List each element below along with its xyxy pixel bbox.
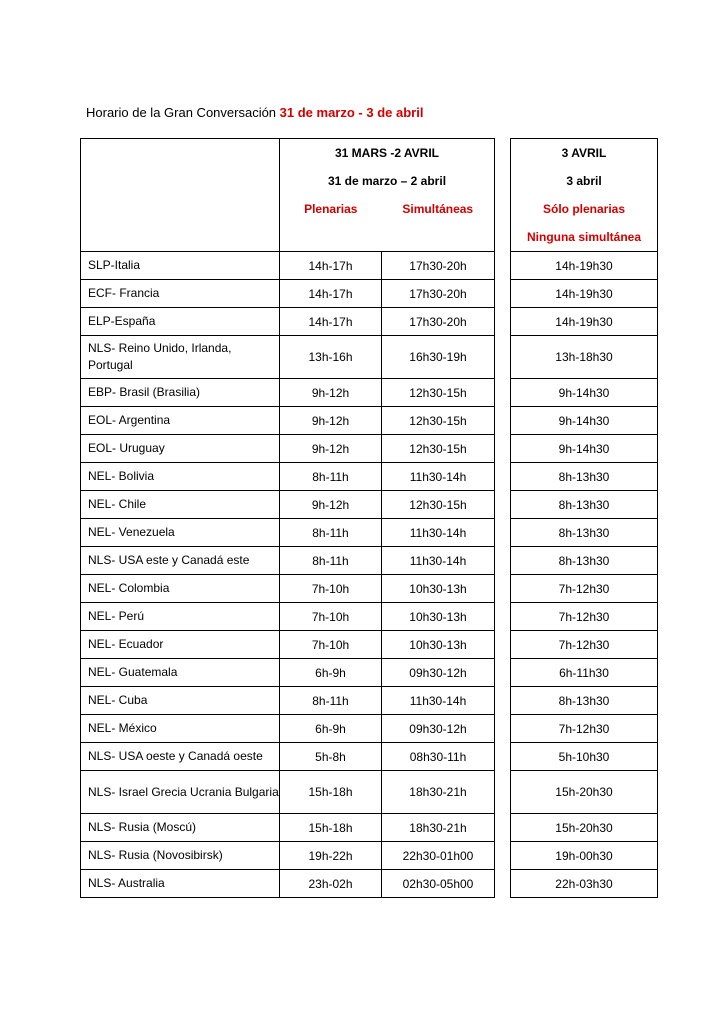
- plenarias-cell: 15h-18h: [280, 814, 382, 842]
- plenarias-cell: 5h-8h: [280, 743, 382, 771]
- spacer-cell: [495, 631, 511, 659]
- table-row: [81, 491, 658, 519]
- table-row: [81, 814, 658, 842]
- period2-es: 3 abril: [566, 174, 602, 188]
- solo-plenarias-cell: 14h-19h30: [511, 308, 658, 336]
- spacer-cell: [495, 463, 511, 491]
- table-row: [81, 308, 658, 336]
- country-cell: ELP-España: [81, 308, 280, 336]
- simultaneas-cell: 12h30-15h: [382, 379, 495, 407]
- header-period1: [280, 139, 495, 252]
- solo-plenarias-cell: 8h-13h30: [511, 519, 658, 547]
- table-row: [81, 519, 658, 547]
- header-row: [81, 139, 658, 252]
- plenarias-cell: 19h-22h: [280, 842, 382, 870]
- country-cell: NLS- Reino Unido, Irlanda, Portugal: [81, 336, 280, 379]
- plenarias-cell: 9h-12h: [280, 491, 382, 519]
- col-ninguna-simultanea: Ninguna simultánea: [526, 230, 642, 244]
- spacer-cell: [495, 252, 511, 280]
- country-cell: NEL- México: [81, 715, 280, 743]
- table-row: [81, 715, 658, 743]
- spacer-cell: [495, 308, 511, 336]
- solo-plenarias-cell: 7h-12h30: [511, 631, 658, 659]
- plenarias-cell: 23h-02h: [280, 870, 382, 898]
- solo-plenarias-cell: 7h-12h30: [511, 575, 658, 603]
- country-cell: ECF- Francia: [81, 280, 280, 308]
- simultaneas-cell: 10h30-13h: [382, 575, 495, 603]
- country-cell: NEL- Colombia: [81, 575, 280, 603]
- table-row: [81, 687, 658, 715]
- plenarias-cell: 13h-16h: [280, 336, 382, 379]
- simultaneas-cell: 09h30-12h: [382, 715, 495, 743]
- solo-plenarias-cell: 9h-14h30: [511, 435, 658, 463]
- table-row: [81, 603, 658, 631]
- country-cell: NLS- Israel Grecia Ucrania Bulgaria: [81, 771, 280, 814]
- plenarias-cell: 14h-17h: [280, 308, 382, 336]
- solo-plenarias-cell: 13h-18h30: [511, 336, 658, 379]
- spacer-cell: [495, 336, 511, 379]
- solo-plenarias-cell: 8h-13h30: [511, 547, 658, 575]
- table-row: [81, 743, 658, 771]
- col-plenarias: Plenarias: [304, 202, 358, 216]
- period1-fr: 31 MARS -2 AVRIL: [334, 146, 439, 160]
- table-row: [81, 336, 658, 379]
- solo-plenarias-cell: 8h-13h30: [511, 491, 658, 519]
- country-cell: NEL- Perú: [81, 603, 280, 631]
- spacer-cell: [495, 743, 511, 771]
- plenarias-cell: 9h-12h: [280, 379, 382, 407]
- spacer-cell: [495, 435, 511, 463]
- spacer-cell: [495, 575, 511, 603]
- solo-plenarias-cell: 9h-14h30: [511, 379, 658, 407]
- plenarias-cell: 9h-12h: [280, 435, 382, 463]
- solo-plenarias-cell: 8h-13h30: [511, 463, 658, 491]
- spacer-cell: [495, 603, 511, 631]
- plenarias-cell: 14h-17h: [280, 252, 382, 280]
- table-row: [81, 379, 658, 407]
- plenarias-cell: 6h-9h: [280, 659, 382, 687]
- simultaneas-cell: 11h30-14h: [382, 463, 495, 491]
- table-row: [81, 435, 658, 463]
- plenarias-cell: 8h-11h: [280, 463, 382, 491]
- table-row: [81, 842, 658, 870]
- table-row: [81, 280, 658, 308]
- solo-plenarias-cell: 7h-12h30: [511, 715, 658, 743]
- simultaneas-cell: 11h30-14h: [382, 547, 495, 575]
- table-row: [81, 659, 658, 687]
- country-cell: SLP-Italia: [81, 252, 280, 280]
- spacer-cell: [495, 519, 511, 547]
- solo-plenarias-cell: 22h-03h30: [511, 870, 658, 898]
- simultaneas-cell: 12h30-15h: [382, 407, 495, 435]
- simultaneas-cell: 02h30-05h00: [382, 870, 495, 898]
- spacer-cell: [495, 842, 511, 870]
- country-cell: NLS- USA este y Canadá este: [81, 547, 280, 575]
- country-cell: NEL- Venezuela: [81, 519, 280, 547]
- spacer-cell: [495, 715, 511, 743]
- spacer-cell: [495, 814, 511, 842]
- country-cell: NLS- Rusia (Moscú): [81, 814, 280, 842]
- spacer-cell: [495, 870, 511, 898]
- table-row: [81, 407, 658, 435]
- header-empty-cell: [81, 139, 280, 252]
- simultaneas-cell: 16h30-19h: [382, 336, 495, 379]
- plenarias-cell: 8h-11h: [280, 547, 382, 575]
- plenarias-cell: 8h-11h: [280, 687, 382, 715]
- spacer-cell: [495, 139, 511, 252]
- table-row: [81, 252, 658, 280]
- plenarias-cell: 14h-17h: [280, 280, 382, 308]
- table-row: [81, 463, 658, 491]
- spacer-cell: [495, 771, 511, 814]
- table-row: [81, 870, 658, 898]
- solo-plenarias-cell: 15h-20h30: [511, 814, 658, 842]
- simultaneas-cell: 17h30-20h: [382, 252, 495, 280]
- simultaneas-cell: 08h30-11h: [382, 743, 495, 771]
- country-cell: NEL- Guatemala: [81, 659, 280, 687]
- solo-plenarias-cell: 14h-19h30: [511, 280, 658, 308]
- plenarias-cell: 7h-10h: [280, 575, 382, 603]
- country-cell: NEL- Bolivia: [81, 463, 280, 491]
- country-cell: EOL- Argentina: [81, 407, 280, 435]
- plenarias-cell: 7h-10h: [280, 631, 382, 659]
- solo-plenarias-cell: 8h-13h30: [511, 687, 658, 715]
- spacer-cell: [495, 687, 511, 715]
- solo-plenarias-cell: 15h-20h30: [511, 771, 658, 814]
- solo-plenarias-cell: 14h-19h30: [511, 252, 658, 280]
- spacer-cell: [495, 491, 511, 519]
- period1-es: 31 de marzo – 2 abril: [327, 174, 447, 188]
- country-cell: EOL- Uruguay: [81, 435, 280, 463]
- simultaneas-cell: 10h30-13h: [382, 603, 495, 631]
- plenarias-cell: 9h-12h: [280, 407, 382, 435]
- plenarias-cell: 8h-11h: [280, 519, 382, 547]
- solo-plenarias-cell: 9h-14h30: [511, 407, 658, 435]
- simultaneas-cell: 18h30-21h: [382, 814, 495, 842]
- solo-plenarias-cell: 5h-10h30: [511, 743, 658, 771]
- solo-plenarias-cell: 6h-11h30: [511, 659, 658, 687]
- solo-plenarias-cell: 7h-12h30: [511, 603, 658, 631]
- spacer-cell: [495, 280, 511, 308]
- spacer-cell: [495, 379, 511, 407]
- period2-fr: 3 AVRIL: [561, 146, 607, 160]
- country-cell: NEL- Cuba: [81, 687, 280, 715]
- plenarias-cell: 15h-18h: [280, 771, 382, 814]
- simultaneas-cell: 09h30-12h: [382, 659, 495, 687]
- spacer-cell: [495, 407, 511, 435]
- plenarias-cell: 7h-10h: [280, 603, 382, 631]
- country-cell: NEL- Chile: [81, 491, 280, 519]
- simultaneas-cell: 22h30-01h00: [382, 842, 495, 870]
- simultaneas-cell: 11h30-14h: [382, 687, 495, 715]
- table-row: [81, 771, 658, 814]
- table-row: [81, 631, 658, 659]
- country-cell: NLS- USA oeste y Canadá oeste: [81, 743, 280, 771]
- simultaneas-cell: 11h30-14h: [382, 519, 495, 547]
- schedule-table: [80, 138, 658, 898]
- simultaneas-cell: 10h30-13h: [382, 631, 495, 659]
- country-cell: NLS- Rusia (Novosibirsk): [81, 842, 280, 870]
- spacer-cell: [495, 547, 511, 575]
- solo-plenarias-cell: 19h-00h30: [511, 842, 658, 870]
- simultaneas-cell: 12h30-15h: [382, 491, 495, 519]
- title-prefix: Horario de la Gran Conversación: [86, 105, 280, 120]
- plenarias-cell: 6h-9h: [280, 715, 382, 743]
- title-dates: 31 de marzo - 3 de abril: [279, 105, 424, 120]
- country-cell: NEL- Ecuador: [81, 631, 280, 659]
- spacer-cell: [495, 659, 511, 687]
- table-row: [81, 575, 658, 603]
- country-cell: NLS- Australia: [81, 870, 280, 898]
- table-row: [81, 547, 658, 575]
- header-period2: [511, 139, 658, 252]
- simultaneas-cell: 12h30-15h: [382, 435, 495, 463]
- simultaneas-cell: 17h30-20h: [382, 308, 495, 336]
- col-simultaneas: Simultáneas: [402, 202, 474, 216]
- country-cell: EBP- Brasil (Brasilia): [81, 379, 280, 407]
- simultaneas-cell: 18h30-21h: [382, 771, 495, 814]
- document-title: [86, 105, 423, 120]
- simultaneas-cell: 17h30-20h: [382, 280, 495, 308]
- col-solo-plenarias: Sólo plenarias: [542, 202, 626, 216]
